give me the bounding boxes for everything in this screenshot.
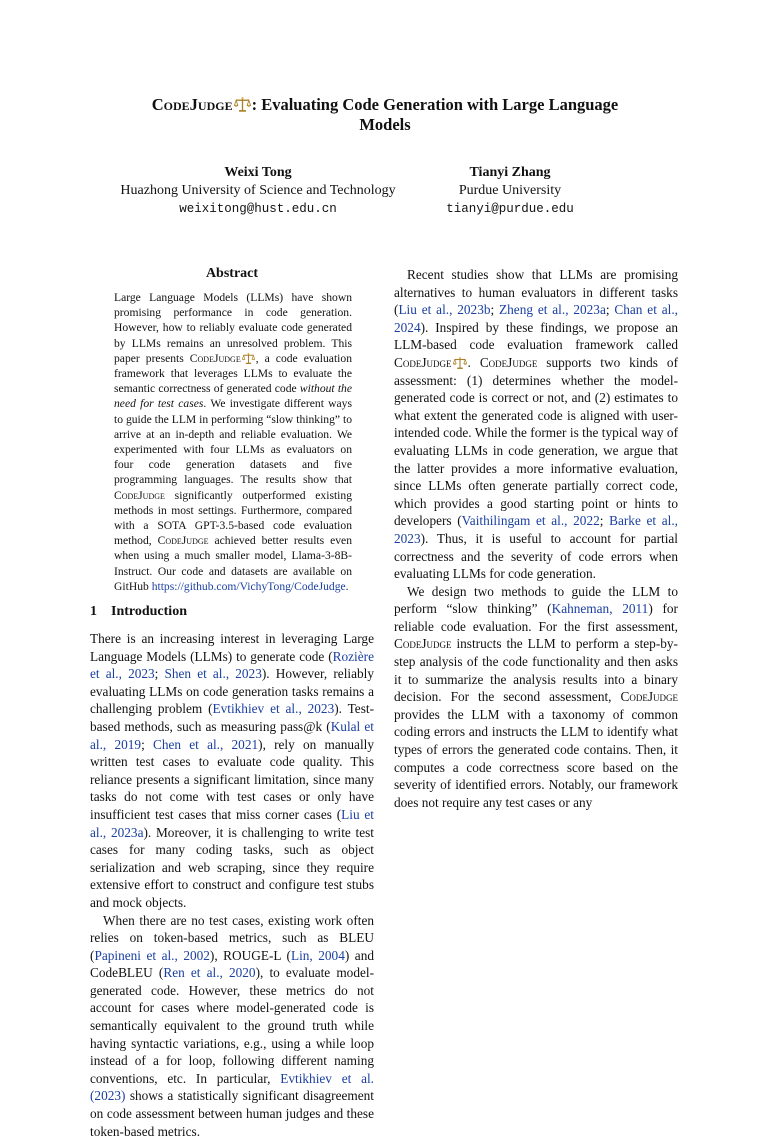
system-name: CodeJudge [190, 352, 241, 365]
body-text: ) for reliable code evaluation. For the first assessment, [394, 601, 678, 634]
system-name: CodeJudge [114, 489, 165, 502]
scale-icon [453, 356, 467, 370]
abstract-text: Large Language Models (LLMs) have shown promising performance in code generation. However, how to reliably evaluate code generated by LLMs remains an unresolved problem. This paper presents [114, 291, 352, 365]
author-block-2 [430, 164, 590, 218]
github-link[interactable]: https://github.com/VichyTong/CodeJudge [152, 580, 346, 593]
citation-link[interactable]: Chen et al., 2021 [153, 737, 258, 752]
body-text: When there are no test cases, existing work often relies on token-based metrics, such as BLEU ( [90, 913, 374, 963]
citation-link[interactable]: Liu et al., 2023a [90, 807, 374, 840]
author-email: tianyi@purdue.edu [430, 200, 590, 218]
citation-link[interactable]: Liu et al., 2023b [398, 302, 490, 317]
intro-paragraph-2 [90, 912, 374, 1140]
citation-link[interactable]: Zheng et al., 2023a [499, 302, 606, 317]
author-email: weixitong@hust.edu.cn [90, 200, 426, 218]
citation-link[interactable]: Kulal et al., 2019 [90, 719, 374, 752]
body-text: There is an increasing interest in leveraging Large Language Models (LLMs) to generate code ( [90, 631, 374, 664]
title-text-line1: : Evaluating Code Generation with Large Language [252, 95, 619, 114]
body-text: ; [491, 302, 500, 317]
abstract-body [114, 290, 352, 594]
section-title: Introduction [111, 604, 187, 619]
body-text: Recent studies show that LLMs are promising alternatives to human evaluators in different tasks ( [394, 267, 678, 317]
section-heading-introduction [90, 604, 187, 620]
abstract-emphasis: without the need for test cases [114, 382, 352, 410]
intro-paragraph-3 [394, 266, 678, 583]
body-text: ). However, reliably evaluating LLMs on code generation tasks remains a challenging problem ( [90, 666, 374, 716]
author-block-1 [90, 164, 426, 218]
citation-link[interactable]: Barke et al., 2023 [394, 513, 678, 546]
body-text: ; [141, 737, 153, 752]
intro-paragraph-4 [394, 583, 678, 812]
body-text: shows a statistically significant disagreement on code assessment between human judges and these token-based metrics. [90, 1088, 374, 1138]
citation-link[interactable]: Shen et al., 2023 [164, 666, 261, 681]
abstract-text: significantly outperformed existing methods in most settings. Furthermore, compared with a SOTA GPT-3.5-based code evaluation method, [114, 489, 352, 548]
body-text: ), rely on manually written test cases to evaluate code quality. This reliance presents a significant limitation, since many tasks do not come with test cases or only have insufficient test cases that miss corner cases ( [90, 737, 374, 822]
citation-link[interactable]: Lin, 2004 [291, 948, 345, 963]
abstract-text: , a code evaluation framework that leverages LLMs to evaluate the semantic correctness of generated code [114, 352, 352, 395]
citation-link[interactable]: Ren et al., 2020 [163, 965, 255, 980]
system-name: CodeJudge [394, 636, 452, 651]
body-text: ), ROUGE-L ( [210, 948, 291, 963]
citation-link[interactable]: Vaithilingam et al., 2022 [462, 513, 600, 528]
title-name: CodeJudge [152, 95, 233, 114]
abstract-text: . We investigate different ways to guide the LLM in performing “slow thinking” to arrive at an in-depth and reliable evaluation. We experimented with four LLMs as evaluators on four code generation datasets and five programming languages. The results show that [114, 397, 352, 486]
body-text: instructs the LLM to perform a step-by-step analysis of the code functionality and then asks it to summarize the analysis results into a binary decision. For the second assessment, [394, 636, 678, 704]
body-text: ), to evaluate model-generated code. However, these metrics do not account for cases where model-generated code is semantically equivalent to the ground truth while having syntactic variations, e.g., using a while loop instead of a for loop, following different naming conventions, etc. In particular, [90, 965, 374, 1086]
citation-link[interactable]: Kahneman, 2011 [552, 601, 649, 616]
author-affiliation: Huazhong University of Science and Technology [90, 182, 426, 200]
author-name: Tianyi Zhang [430, 164, 590, 182]
author-name: Weixi Tong [90, 164, 426, 182]
abstract-text: . [346, 580, 349, 593]
body-text: supports two kinds of assessment: (1) determines whether the model-generated code is correct or not, and (2) estimates to what extent the generated code is aligned with user-intended code. While the former is the typical way of evaluating LLMs in code generation, we argue that the latter provides a more informative evaluation, since LLMs often generate partially correct code, which provides a good starting point or hints to developers ( [394, 355, 678, 528]
system-name: CodeJudge [158, 534, 209, 547]
system-name: CodeJudge [620, 689, 678, 704]
citation-link[interactable]: Chan et al., 2024 [394, 302, 678, 335]
scale-icon [234, 96, 251, 113]
body-text: ). Thus, it is useful to account for partial correctness and the severity of code errors when evaluating LLMs for code generation. [394, 531, 678, 581]
citation-link[interactable]: Evtikhiev et al. (2023) [90, 1071, 374, 1104]
author-affiliation: Purdue University [430, 182, 590, 200]
body-text: provides the LLM with a taxonomy of common coding errors and instructs the LLM to identify what types of errors the generated code contains. Then, it computes a code correctness score based on the severity of identified errors. Notably, our framework does not require any test cases or any [394, 707, 678, 810]
body-text: ). Test-based methods, such as measuring pass@k ( [90, 701, 374, 734]
right-column [394, 266, 678, 811]
body-text: We design two methods to guide the LLM to perform “slow thinking” ( [394, 584, 678, 617]
system-name: CodeJudge [480, 355, 538, 370]
section-number: 1 [90, 604, 97, 619]
paper-title [90, 95, 680, 135]
title-text-line2: Models [359, 115, 410, 134]
abstract-text: achieved better results even when using a much smaller model, Llama-3-8B-Instruct. Our code and datasets are available on GitHub [114, 534, 352, 593]
body-text: ; [606, 302, 615, 317]
system-name: CodeJudge [394, 355, 452, 370]
left-column [90, 630, 374, 1140]
body-text: . [468, 355, 480, 370]
body-text: ; [600, 513, 609, 528]
citation-link[interactable]: Rozière et al., 2023 [90, 649, 374, 682]
body-text: ). Inspired by these findings, we propose an LLM-based code evaluation framework called [394, 320, 678, 353]
abstract-heading: Abstract [118, 266, 346, 282]
citation-link[interactable]: Papineni et al., 2002 [94, 948, 209, 963]
intro-paragraph-1 [90, 630, 374, 912]
body-text: ). Moreover, it is challenging to write test cases for many coding tasks, such as object serialization and web scraping, since they require extensive effort to construct and configure test stubs and mock objects. [90, 825, 374, 910]
citation-link[interactable]: Evtikhiev et al., 2023 [213, 701, 335, 716]
scale-icon [242, 352, 255, 365]
body-text: ; [155, 666, 165, 681]
body-text: ) and CodeBLEU ( [90, 948, 374, 981]
